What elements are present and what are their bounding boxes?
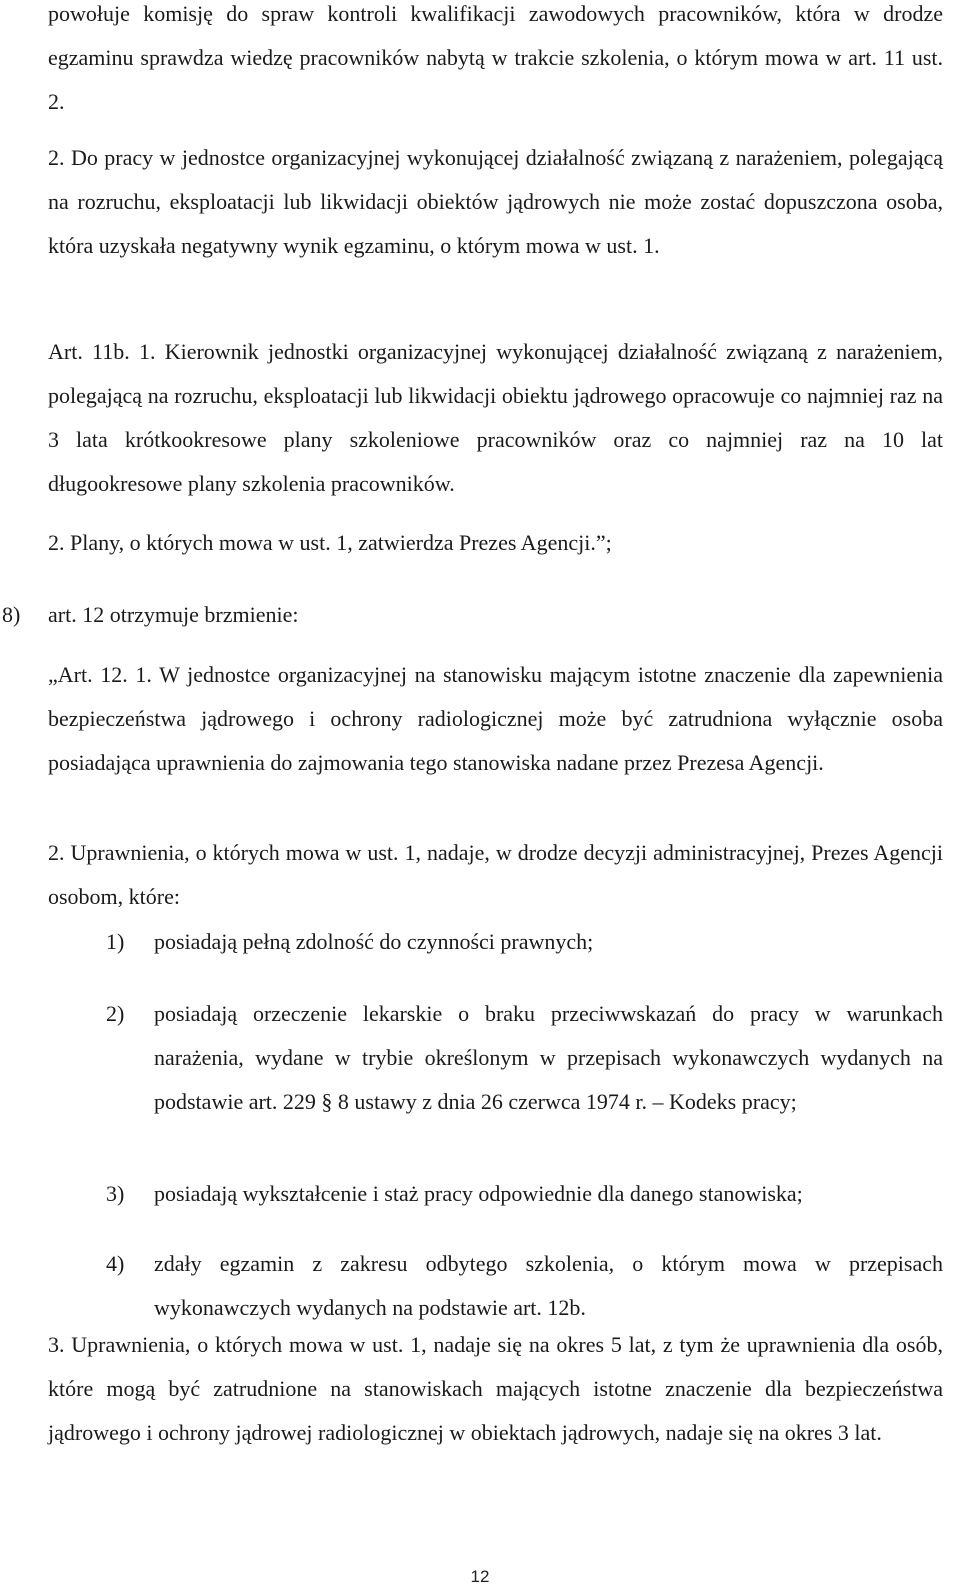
requirement-number: 2) <box>106 1001 125 1026</box>
paragraph-art-11b-ust-1: Art. 11b. 1. Kierownik jednostki organizacyjnej wykonującej działalność związaną z narażeniem, polegającą na rozruchu, eksploatacji lub likwidacji obiektu jądrowego opracowuje co najmniej raz na 3 lata krótkookresowe plany szkoleniowe pracowników oraz co najmniej raz na 10 lat długookresowe plany szkolenia pracowników. <box>48 339 943 496</box>
paragraph-art-12-ust-1: „Art. 12. 1. W jednostce organizacyjnej na stanowisku mającym istotne znaczenie dla zapewnienia bezpieczeństwa jądrowego i ochrony radiologicznej może być zatrudniona wyłącznie osoba posiadająca uprawnienia do zajmowania tego stanowiska nadane przez Prezesa Agencji. <box>48 662 943 775</box>
requirement-text: posiadają orzeczenie lekarskie o braku przeciwwskazań do pracy w warunkach narażenia, wydane w trybie określonym w przepisach wykonawczych wydanych na podstawie art. 229 § 8 ustawy z dnia 26 czerwca 1974 r. – Kodeks pracy; <box>154 1001 943 1114</box>
requirement-number: 4) <box>106 1251 125 1276</box>
requirement-text: zdały egzamin z zakresu odbytego szkolenia, o którym mowa w przepisach wykonawczych wydanych na podstawie art. 12b. <box>154 1251 943 1320</box>
list-item-text: art. 12 otrzymuje brzmienie: <box>48 602 299 627</box>
paragraph-art-12-ust-2: 2. Uprawnienia, o których mowa w ust. 1, nadaje, w drodze decyzji administracyjnej, Prezes Agencji osobom, które: <box>48 840 943 909</box>
paragraph-art-12-ust-3: 3. Uprawnienia, o których mowa w ust. 1, nadaje się na okres 5 lat, z tym że uprawnienia dla osób, które mogą być zatrudnione na stanowiskach mających istotne znaczenie dla bezpieczeństwa jądrowego i ochrony jądrowej radiologicznej w obiektach jądrowych, nadaje się na okres 3 lat. <box>48 1332 943 1445</box>
requirement-number: 3) <box>106 1181 125 1206</box>
paragraph-ust-2: 2. Do pracy w jednostce organizacyjnej wykonującej działalność związaną z narażeniem, polegającą na rozruchu, eksploatacji lub likwidacji obiektów jądrowych nie może zostać dopuszczona osoba, która uzyskała negatywny wynik egzaminu, o którym mowa w ust. 1. <box>48 145 943 258</box>
requirement-text: posiadają wykształcenie i staż pracy odpowiednie dla danego stanowiska; <box>154 1181 803 1206</box>
paragraph-commission: powołuje komisję do spraw kontroli kwalifikacji zawodowych pracowników, która w drodze egzaminu sprawdza wiedzę pracowników nabytą w trakcie szkolenia, o którym mowa w art. 11 ust. 2. <box>48 1 943 114</box>
requirement-text: posiadają pełną zdolność do czynności prawnych; <box>154 929 594 954</box>
page-number: 12 <box>470 1567 490 1586</box>
paragraph-art-11b-ust-2: 2. Plany, o których mowa w ust. 1, zatwierdza Prezes Agencji.”; <box>48 530 612 555</box>
requirement-number: 1) <box>106 929 125 954</box>
list-item-number: 8) <box>2 602 21 627</box>
